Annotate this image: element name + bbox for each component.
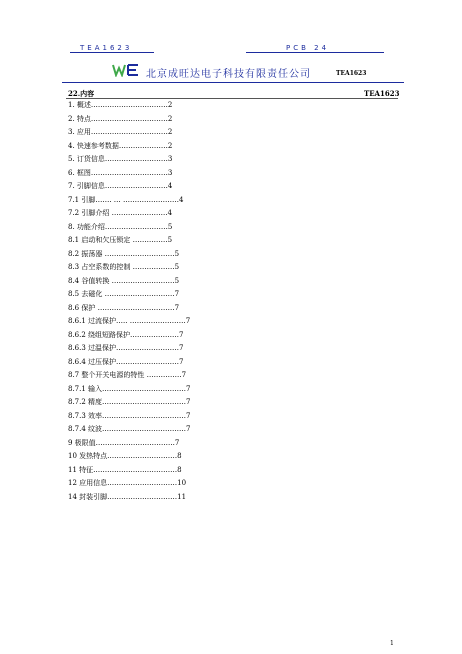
toc-item[interactable]: 7. 引脚信息………………………4: [68, 182, 173, 190]
toc-item[interactable]: 8.6.3 过温保护………………………7: [68, 344, 184, 352]
toc-item[interactable]: 8.6.2 绕组短路保护…………………7: [68, 330, 184, 339]
toc-item[interactable]: 8.7.4 纹波………………………………7: [68, 425, 191, 433]
section-title: 22.内容: [68, 89, 95, 98]
header-right-rule: [246, 52, 384, 53]
toc-item[interactable]: 4. 快速参考数据…………………2: [68, 141, 173, 150]
toc-item[interactable]: 5. 订货信息………………………3: [68, 155, 173, 163]
toc-item[interactable]: 8.4 谷值转换 ………………………5: [68, 276, 180, 285]
toc-item[interactable]: 8.1 启动和欠压锁定 ……………5: [68, 236, 173, 244]
toc-item[interactable]: 8.2 振荡器 …………………………5: [68, 249, 180, 258]
toc-item[interactable]: 8.6.1 过流保护….. ……………………7: [68, 317, 191, 325]
toc-item[interactable]: 8.5 去磁化 …………………………7: [68, 290, 180, 298]
section-model: TEA1623: [364, 89, 400, 98]
toc-item[interactable]: 8.6.4 过压保护………………………7: [68, 357, 184, 366]
toc-item[interactable]: 7.2 引脚介绍 ……………………4: [68, 209, 173, 217]
toc-item[interactable]: 3. 应用……………………………2: [68, 128, 173, 136]
toc-item[interactable]: 8.7 整个开关电源的特性 ……………7: [68, 371, 187, 379]
toc-item[interactable]: 7.1 引脚……. … ……………………4: [68, 195, 184, 204]
toc-item[interactable]: 10 发热特点…………………………8: [68, 452, 182, 460]
header-left-rule: [70, 52, 154, 53]
toc-item[interactable]: 8. 功能介绍………………………5: [68, 222, 173, 231]
toc-item[interactable]: 8.3 占空系数的控制 ………………5: [68, 263, 180, 271]
we-logo-icon: [112, 63, 140, 77]
header-left-text: TEA1623: [80, 44, 133, 52]
toc-item[interactable]: 12 应用信息…………………………10: [68, 479, 187, 487]
header-rule: [62, 82, 404, 83]
toc-item[interactable]: 8.7.3 效率………………………………7: [68, 411, 191, 420]
toc-item[interactable]: 8.7.2 精度………………………………7: [68, 398, 191, 406]
table-of-contents: [68, 99, 238, 504]
toc-item[interactable]: 9 极限值…………………………….7: [68, 438, 180, 447]
toc-item[interactable]: 2. 特点……………………………2: [68, 114, 173, 123]
toc-item[interactable]: 14 封装引脚…………………………11: [68, 492, 187, 501]
header-right-text: PCB 24: [286, 44, 330, 52]
toc-item[interactable]: 1. 概述……………………………2: [68, 101, 173, 109]
company-name: 北京成旺达电子科技有限责任公司: [146, 69, 311, 80]
toc-item[interactable]: 8.7.1 输入………………………………7: [68, 384, 191, 393]
toc-item[interactable]: 6. 框图……………………………3: [68, 168, 173, 177]
header-model: TEA1623: [336, 70, 367, 77]
page-number: 1: [390, 640, 394, 647]
toc-item[interactable]: 8.6 保护 ……………………………7: [68, 303, 180, 312]
toc-item[interactable]: 11 特征………………………………8: [68, 465, 182, 474]
